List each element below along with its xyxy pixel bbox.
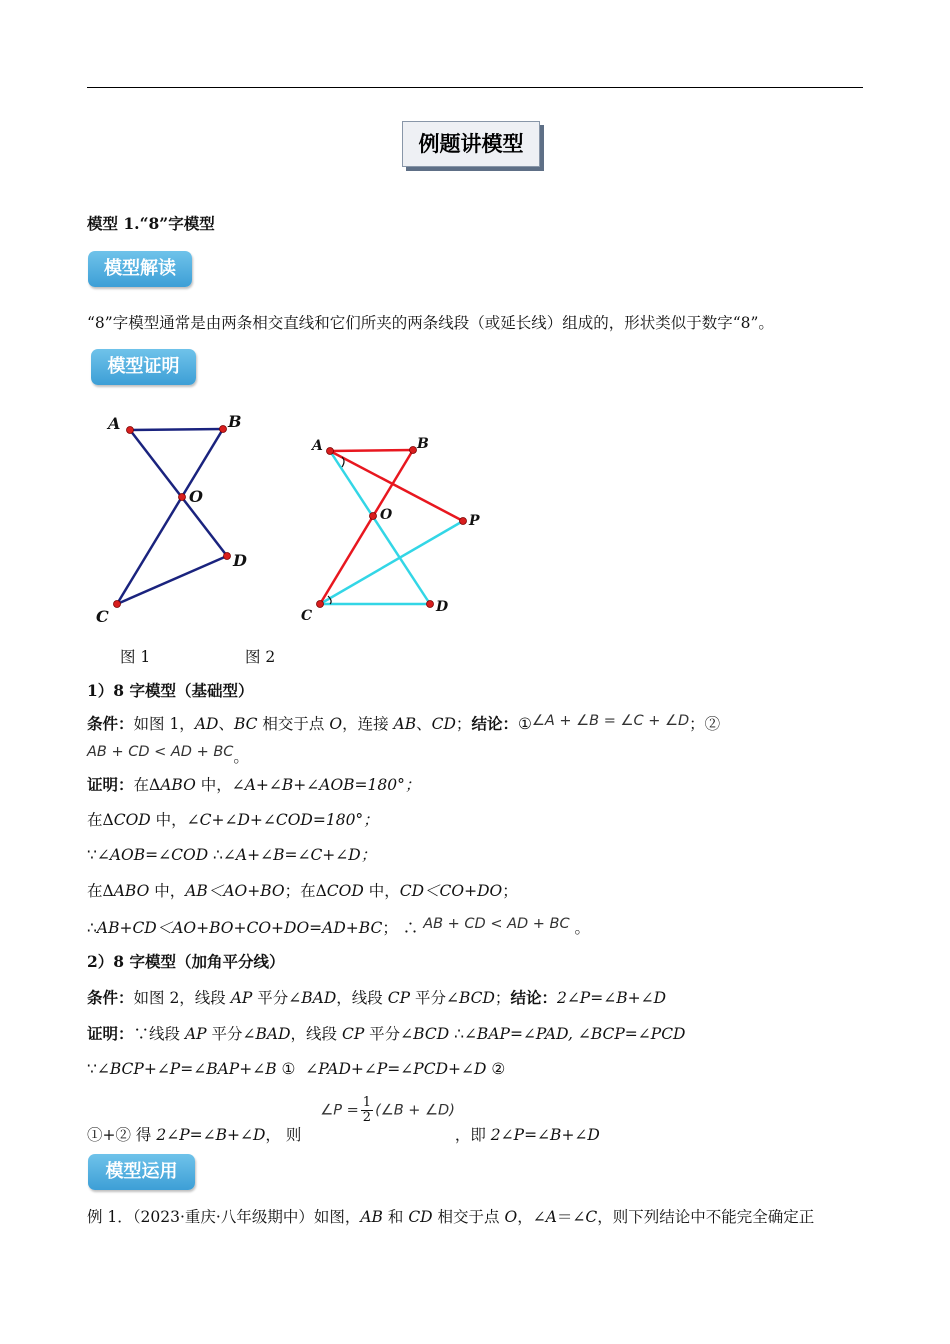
math: ∠C+∠D+∠COD=180°； xyxy=(186,811,379,829)
text: 中， xyxy=(149,882,186,900)
fig2-point-a xyxy=(327,448,334,455)
text: ①+② 得 xyxy=(87,1125,157,1144)
math: 2∠P=∠B+∠D xyxy=(556,989,666,1007)
text: 、 xyxy=(416,715,432,733)
math: (∠B + ∠D) xyxy=(375,1102,455,1119)
var: COD xyxy=(326,882,364,900)
fig2-point-d xyxy=(427,601,434,608)
fig1-segment-ab xyxy=(130,429,223,430)
text: ，连接 xyxy=(342,715,394,733)
fig1-segment-cd xyxy=(117,556,227,604)
proof1-line3 xyxy=(87,845,376,865)
fig2-segment-ab xyxy=(330,450,413,451)
fig1-point-o xyxy=(179,494,186,501)
text: 中， xyxy=(195,776,232,794)
denominator: 2 xyxy=(362,1110,372,1125)
text: ∴ xyxy=(449,1025,464,1043)
math: CD＜CO+DO xyxy=(399,882,503,900)
fig2-point-b xyxy=(410,447,417,454)
text: 。 xyxy=(233,748,249,766)
interpret-text: “8”字模型通常是由两条相交直线和它们所夹的两条线段（或延长线）组成的，形状类似于数字“8”。 xyxy=(87,314,774,332)
header-rule xyxy=(87,87,863,88)
text: ； xyxy=(502,882,518,900)
var: AP xyxy=(230,989,253,1007)
var: O xyxy=(504,1208,518,1226)
var: CP xyxy=(387,989,411,1007)
text: ∴ xyxy=(87,919,97,937)
proof1-line4 xyxy=(87,881,518,901)
var: AB xyxy=(393,715,417,733)
proof2-line1 xyxy=(87,1024,686,1044)
circled-number: ② xyxy=(704,715,721,733)
fig1-segment-bc xyxy=(117,429,223,604)
text: 中， xyxy=(363,882,400,900)
fig2-label-d: D xyxy=(436,599,449,615)
equation-2-repeat: AB + CD < AD + BC xyxy=(423,916,570,932)
badge-model-interpret: 模型解读 xyxy=(88,251,192,287)
var: AP xyxy=(184,1025,207,1043)
var: BC xyxy=(233,715,258,733)
fig2-label-p: P xyxy=(469,513,480,529)
proof1-line5 xyxy=(87,918,590,939)
var: ABO xyxy=(113,882,150,900)
proof2-line2 xyxy=(87,1059,505,1079)
equation-2: AB + CD < AD + BC xyxy=(87,744,234,760)
fig2-label-o: O xyxy=(380,507,393,523)
text: ∵线段 xyxy=(133,1025,185,1043)
var: CD xyxy=(431,715,456,733)
text: 在Δ xyxy=(133,776,161,794)
var: AD xyxy=(194,715,219,733)
figure-1 xyxy=(90,405,260,630)
section1-heading: 1）8 字模型（基础型） xyxy=(87,681,254,700)
var: BAD xyxy=(255,1025,291,1043)
text: 、 xyxy=(218,715,234,733)
section2-condition xyxy=(87,988,666,1008)
badge-model-proof: 模型证明 xyxy=(91,349,196,385)
conclusion-label: 结论： xyxy=(510,988,557,1007)
math: 2∠P=∠B+∠D xyxy=(490,1125,600,1144)
proof-label: 证明： xyxy=(87,775,134,794)
condition-label: 条件： xyxy=(87,714,134,733)
model-heading: 模型 1.“8”字模型 xyxy=(87,214,215,233)
text: ＝∠ xyxy=(556,1208,586,1226)
text: ∴ xyxy=(208,846,223,864)
fig1-segment-ad xyxy=(130,430,227,556)
text: ；在Δ xyxy=(284,882,327,900)
math: ∠A+∠B+∠AOB=180°； xyxy=(231,776,421,794)
var: CD xyxy=(408,1208,433,1226)
text: ； xyxy=(689,715,705,733)
circled-number: ② xyxy=(486,1060,506,1078)
fraction xyxy=(361,1096,373,1125)
var: COD xyxy=(113,811,151,829)
text: ，∠ xyxy=(517,1208,546,1226)
text: 如图 1， xyxy=(133,715,195,733)
text: ， 则 xyxy=(265,1125,302,1144)
circled-number: ① xyxy=(517,715,532,733)
var: AB xyxy=(360,1208,383,1226)
text: ； ∴ xyxy=(382,919,424,937)
proof1-line2 xyxy=(87,810,379,830)
fig2-point-c xyxy=(317,601,324,608)
text: ∵ xyxy=(87,1060,97,1078)
text: 在Δ xyxy=(87,882,114,900)
numerator: 1 xyxy=(362,1095,372,1110)
fraction-formula xyxy=(320,1096,455,1125)
fig1-label-c: C xyxy=(96,607,109,626)
text: ，线段 xyxy=(336,989,388,1007)
var: O xyxy=(329,715,343,733)
text: 在Δ xyxy=(87,811,114,829)
math: AB＜AO+BO xyxy=(185,882,285,900)
text: ，线段 xyxy=(290,1025,342,1043)
fig1-label-d: D xyxy=(233,551,247,570)
math: ∠A+∠B=∠C+∠D； xyxy=(222,846,377,864)
fig2-segment-cp xyxy=(320,521,463,604)
example-label: 例 1． xyxy=(87,1208,133,1226)
fig1-label-a: A xyxy=(108,414,121,433)
text: 相交于点 xyxy=(257,715,330,733)
text: 平分∠ xyxy=(364,1025,414,1043)
text: ； xyxy=(455,715,472,733)
fig1-point-d xyxy=(224,553,231,560)
var: CP xyxy=(341,1025,365,1043)
badge-model-apply: 模型运用 xyxy=(88,1154,195,1190)
fig2-label-b: B xyxy=(417,436,429,452)
text: 相交于点 xyxy=(432,1208,505,1226)
fig2-segment-ap xyxy=(330,451,463,521)
fig2-point-p xyxy=(460,518,467,525)
var: BCD xyxy=(413,1025,450,1043)
math: ∠PAD+∠P=∠PCD+∠D xyxy=(305,1060,487,1078)
section1-condition xyxy=(87,714,720,735)
equation-1: ∠A + ∠B = ∠C + ∠D xyxy=(531,713,690,729)
math: ∠BCP+∠P=∠BAP+∠B xyxy=(96,1060,277,1078)
conclusion-label: 结论： xyxy=(471,714,518,733)
circled-number: ① xyxy=(276,1060,301,1078)
var: BAD xyxy=(301,989,337,1007)
text: 。 xyxy=(569,919,591,937)
fig1-label-o: O xyxy=(189,487,203,506)
text: 如图 2，线段 xyxy=(133,989,231,1007)
fig2-segment-ad xyxy=(330,451,430,604)
math: ∠BAP=∠PAD, ∠BCP=∠PCD xyxy=(463,1025,686,1043)
section1-condition-line2 xyxy=(87,741,249,766)
figure-1-lines xyxy=(117,429,227,604)
fig1-point-a xyxy=(127,427,134,434)
example-1 xyxy=(87,1207,814,1227)
proof-label: 证明： xyxy=(87,1024,134,1043)
fig1-point-b xyxy=(220,426,227,433)
fig1-label-b: B xyxy=(228,412,242,431)
fig1-point-c xyxy=(114,601,121,608)
proof2-line3 xyxy=(87,1095,600,1144)
fig2-point-o xyxy=(370,513,377,520)
condition-label: 条件： xyxy=(87,988,134,1007)
text: 平分∠ xyxy=(410,989,459,1007)
var: A xyxy=(545,1208,557,1226)
text: ∵ xyxy=(87,846,97,864)
text: 平分∠ xyxy=(206,1025,256,1043)
proof1-line1 xyxy=(87,775,420,795)
text: 中， xyxy=(150,811,187,829)
var: ABO xyxy=(160,776,196,794)
var: C xyxy=(585,1208,598,1226)
text: ； xyxy=(494,989,511,1007)
math: ∠P = xyxy=(320,1102,359,1119)
math: 2∠P=∠B+∠D xyxy=(156,1125,266,1144)
figure-2-caption: 图 2 xyxy=(245,648,276,666)
text: 和 xyxy=(382,1208,409,1226)
text: ，即 xyxy=(454,1125,491,1144)
text: （2023·重庆·八年级期中）如图， xyxy=(132,1208,361,1226)
fig2-label-c: C xyxy=(301,608,313,624)
section2-heading: 2）8 字模型（加角平分线） xyxy=(87,952,285,971)
text: ，则下列结论中不能完全确定正 xyxy=(597,1208,815,1226)
figure-2 xyxy=(295,430,495,630)
page-title: 例题讲模型 xyxy=(402,121,540,167)
math: ∠AOB=∠COD xyxy=(96,846,209,864)
text: 平分∠ xyxy=(252,989,302,1007)
fig2-label-a: A xyxy=(312,438,323,454)
var: BCD xyxy=(458,989,495,1007)
figure-1-caption: 图 1 xyxy=(120,648,151,666)
math: AB+CD＜AO+BO+CO+DO=AD+BC xyxy=(96,919,383,937)
fig2-segment-bc xyxy=(320,450,413,604)
